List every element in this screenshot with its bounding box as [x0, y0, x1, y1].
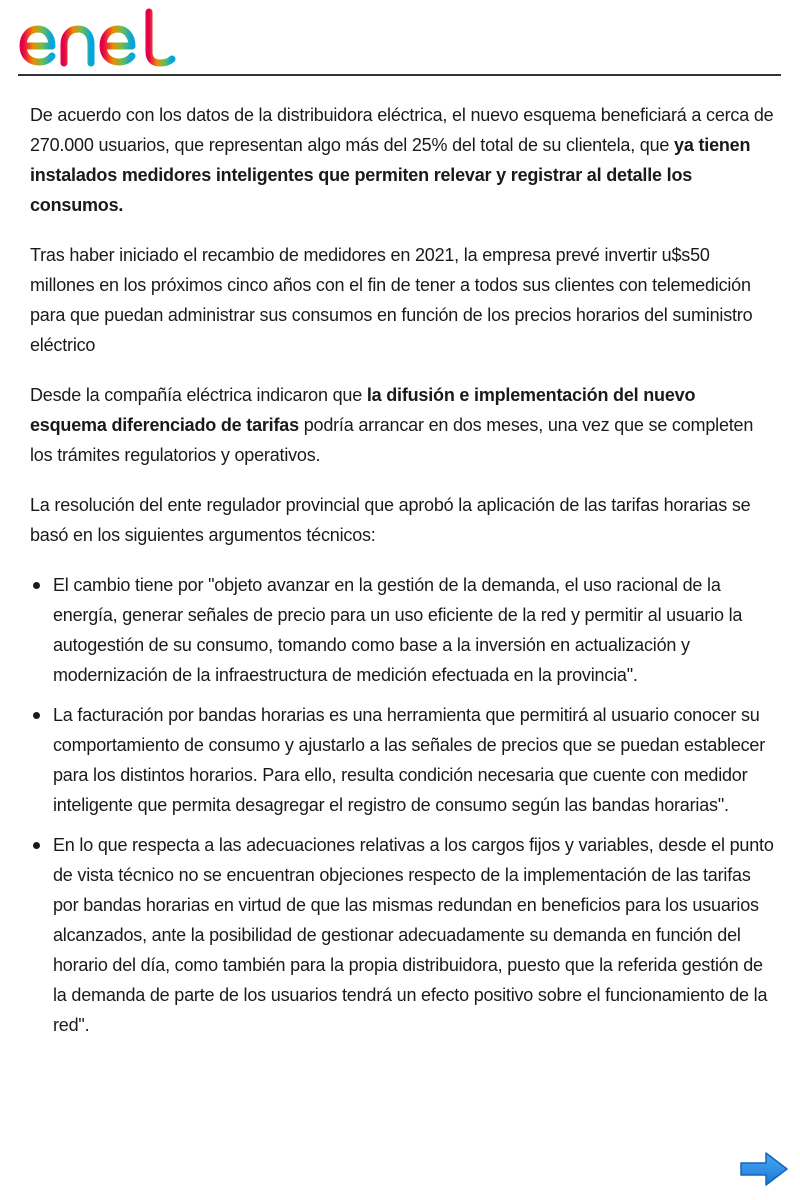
- right-arrow-icon[interactable]: [738, 1150, 790, 1188]
- enel-logo[interactable]: [18, 8, 178, 68]
- header: [18, 0, 781, 76]
- paragraph-resolucion: La resolución del ente regulador provincial que aprobó la aplicación de las tarifas horarias se basó en los siguientes argumentos técnicos:: [30, 495, 751, 545]
- paragraph-bold-text: la difusión e implementación del nuevo esquema diferenciado de tarifas: [30, 385, 696, 435]
- paragraph-inversion: Tras haber iniciado el recambio de medidores en 2021, la empresa prevé invertir u$s50 millones en los próximos cinco años con el fin de tener a todos sus clientes con telemedición para que puedan administrar sus consumos en función de los precios horarios del suministro eléctrico: [30, 245, 753, 355]
- article-body: [30, 100, 775, 1050]
- paragraph-beneficiarios: [30, 100, 775, 220]
- paragraph-text: podría arrancar en dos meses, una vez que se completen los trámites regulatorios y operativos.: [30, 415, 754, 465]
- list-item: El cambio tiene por "objeto avanzar en la gestión de la demanda, el uso racional de la energía, generar señales de precio para un uso eficiente de la red y permitir al usuario la autogestión de su consumo, tomando como base a la inversión en actualización y modernización de la infraestructura de medición efectuada en la provincia".: [53, 570, 775, 690]
- list-item: En lo que respecta a las adecuaciones relativas a los cargos fijos y variables, desde el punto de vista técnico no se encuentran objeciones respecto de la implementación de las tarifas por bandas horarias en virtud de que las mismas redundan en beneficios para los usuarios alcanzados, ante la posibilidad de gestionar adecuadamente su demanda en función del horario del día, como también para la propia distribuidora, puesto que la referida gestión de la demanda de parte de los usuarios tendrá un efecto positivo sobre el funcionamiento de la red".: [53, 830, 775, 1040]
- paragraph-text: Desde la compañía eléctrica indicaron que: [30, 385, 367, 405]
- paragraph-text: De acuerdo con los datos de la distribuidora eléctrica, el nuevo esquema beneficiará a cerca de 270.000 usuarios, que representan algo más del 25% del total de su clientela, que: [30, 105, 774, 155]
- paragraph-difusion: [30, 380, 775, 470]
- list-item: La facturación por bandas horarias es una herramienta que permitirá al usuario conocer su comportamiento de consumo y ajustarlo a las señales de precios que se puedan establecer para los distintos horarios. Para ello, resulta condición necesaria que cuente con medidor inteligente que permita desagregar el registro de consumo según las bandas horarias".: [53, 700, 775, 820]
- paragraph-bold-text: ya tienen instalados medidores inteligentes que permiten relevar y registrar al detalle los consumos.: [30, 135, 751, 215]
- argumentos-list: [30, 570, 775, 1040]
